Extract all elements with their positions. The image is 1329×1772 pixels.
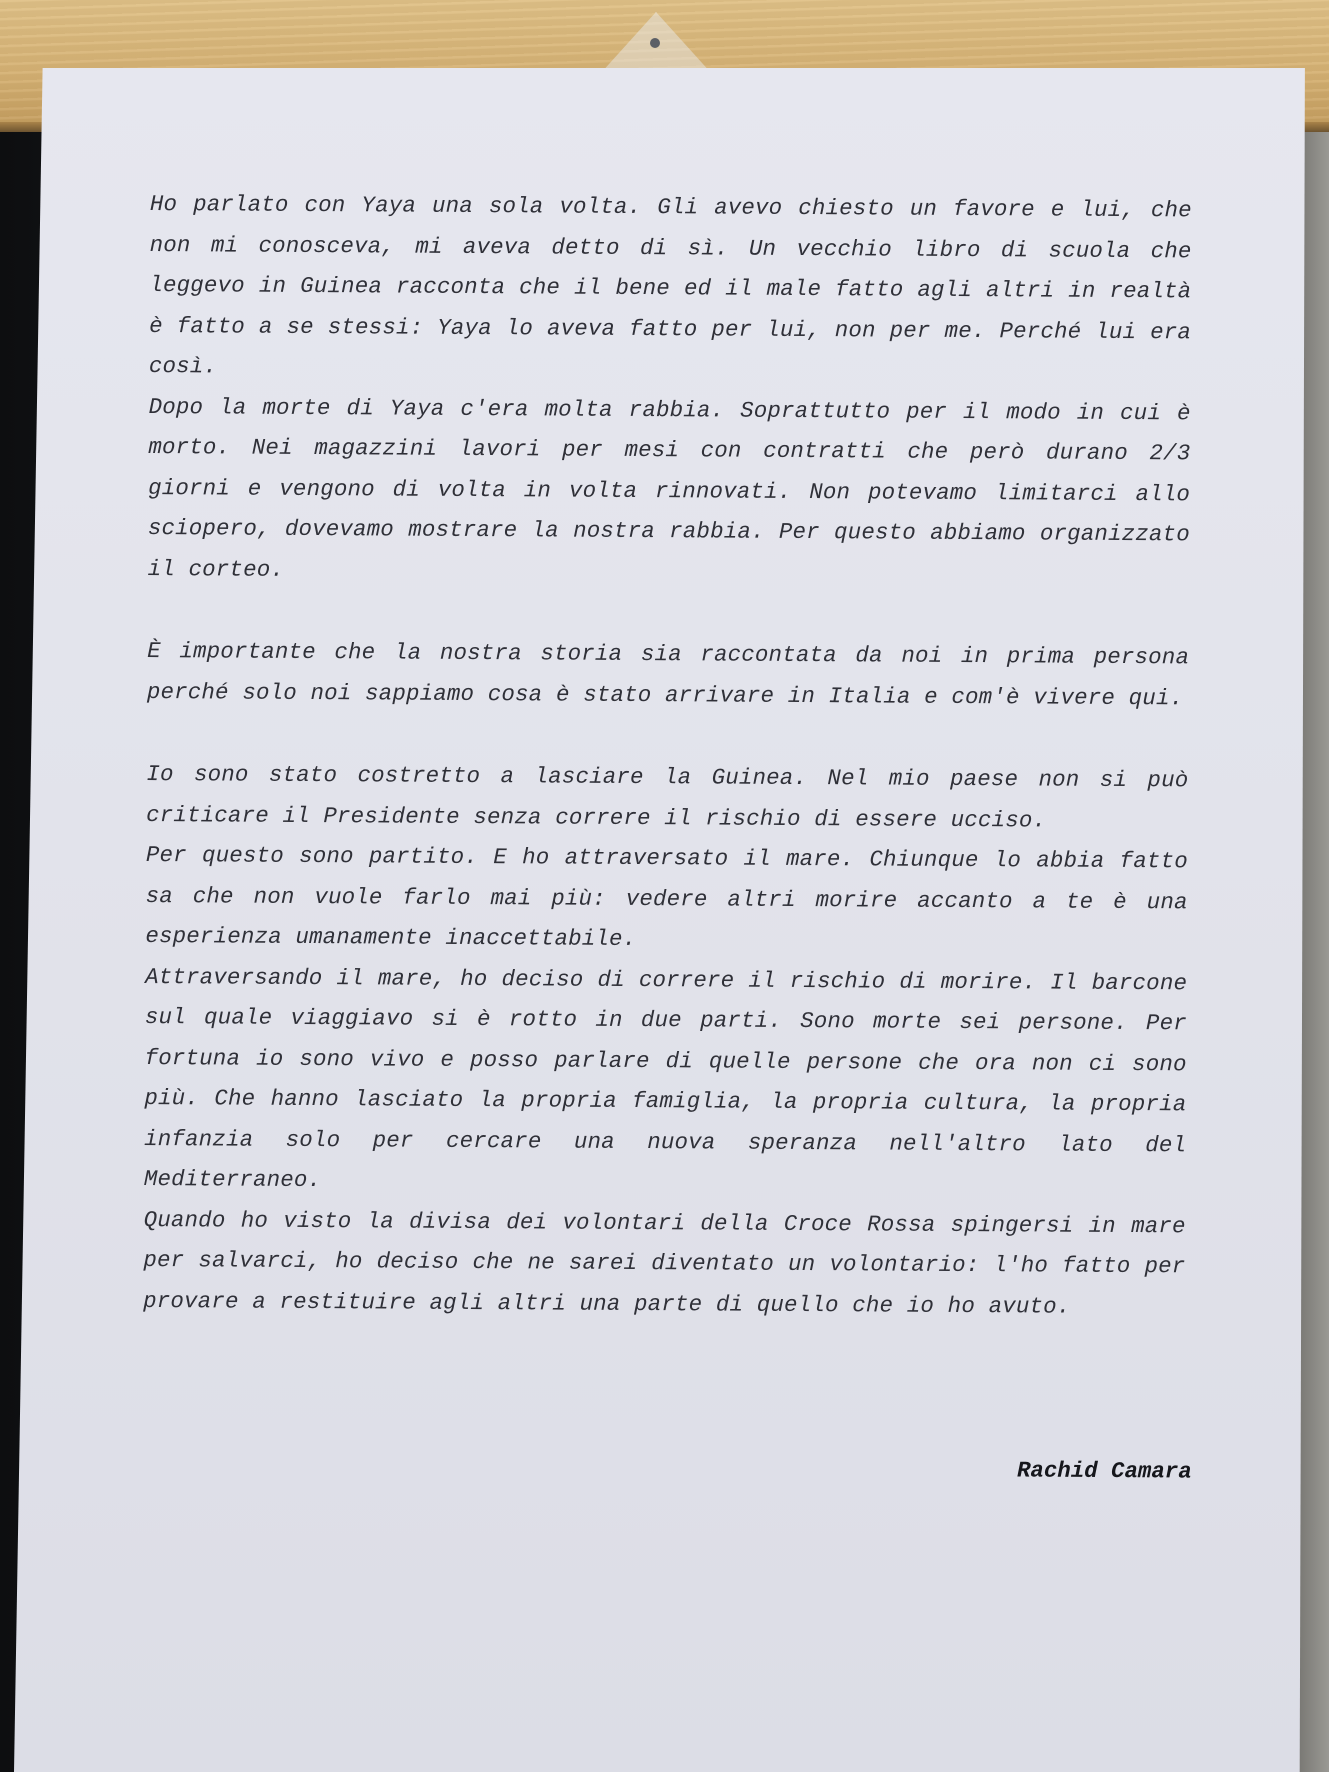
paragraph-own-story: È importante che la nostra storia sia raccontata da noi in prima persona perché solo noi sappiamo cosa è stato arrivare in Italia e com'è vivere qui.: [146, 637, 1190, 711]
paragraph-meeting-yaya: Ho parlato con Yaya una sola volta. Gli avevo chiesto un favore e lui, che non mi conosceva, mi aveva detto di sì. Un vecchio libro di scuola che leggevo in Guinea racconta che il bene ed il male fatto agli altri in realtà è fatto a se stessi: Yaya lo aveva fatto per lui, non per me. Perché lui era così.: [148, 190, 1192, 380]
paragraph-leaving-guinea: Io sono stato costretto a lasciare la Guinea. Nel mio paese non si può criticare il Presidente senza correre il rischio di essere ucciso.: [146, 760, 1189, 833]
paragraph-shipwreck: Attraversando il mare, ho deciso di correre il rischio di morire. Il barcone sul quale viaggiavo si è rotto in due parti. Sono morte sei persone. Per fortuna io sono vivo e posso parlare di quelle persone che ora non ci sono più. Che hanno lasciato la propria famiglia, la propria cultura, la propria infanzia solo per cercare una nuova speranza nell'altro lato del Mediterraneo.: [143, 963, 1188, 1194]
paragraph-crossing-sea: Per questo sono partito. E ho attraversato il mare. Chiunque lo abbia fatto sa che non vuole farlo mai più: vedere altri morire accanto a te è una esperienza umanamente inaccettabile.: [145, 841, 1188, 952]
letter-text: [143, 184, 1192, 1327]
pin-icon: [650, 38, 660, 48]
paragraph-red-cross: Quando ho visto la divisa dei volontari della Croce Rossa spingersi in mare per salvarci, ho deciso che ne sarei diventato un volontario: l'ho fatto per provare a restituire agli altri una parte di quello che io ho avuto.: [143, 1206, 1186, 1320]
paragraph-death-of-yaya: Dopo la morte di Yaya c'era molta rabbia. Soprattutto per il modo in cui è morto. Nei magazzini lavori per mesi con contratti che però durano 2/3 giorni e vengono di volta in volta rinnovati. Non potevamo limitarci allo sciopero, dovevamo mostrare la nostra rabbia. Per questo abbiamo organizzato il corteo.: [147, 393, 1191, 583]
author-signature: Rachid Camara: [1017, 1457, 1193, 1485]
